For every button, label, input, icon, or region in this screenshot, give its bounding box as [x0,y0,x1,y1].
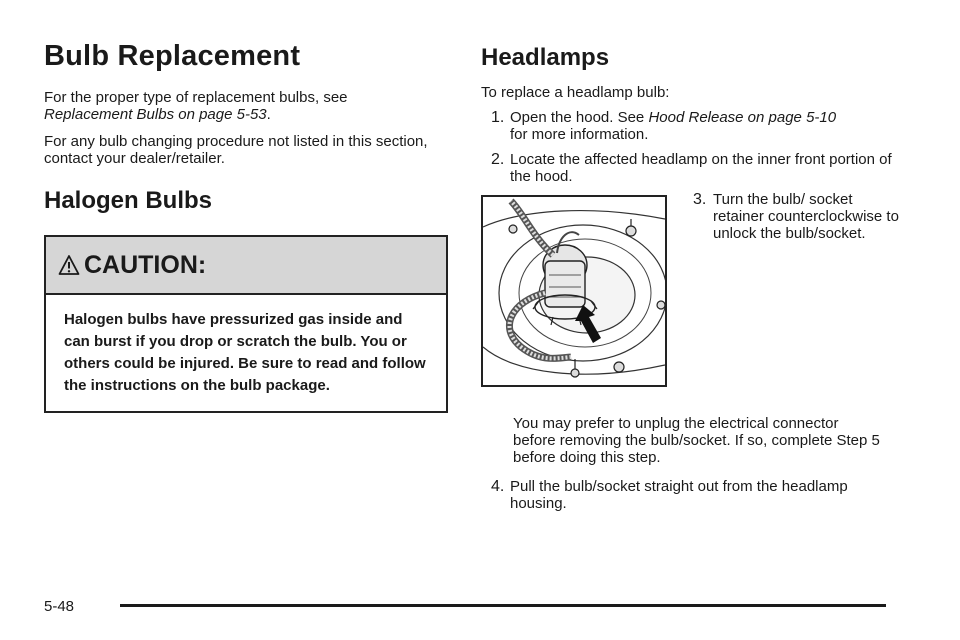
step-1-text-end: for more information. [510,126,649,143]
step-1-number: 1. [491,109,505,126]
step-4 [481,478,901,512]
dealer-paragraph: For any bulb changing procedure not listed in this section, contact your dealer/retailer. [44,133,428,167]
connector-note: You may prefer to unplug the electrical connector before removing the bulb/socket. If so, complete Step 5 before doing this step. [513,415,880,466]
step-3 [693,191,903,242]
caution-text: Halogen bulbs have pressurized gas inside and can burst if you drop or scratch the bulb. You or others could be injured. Be sure to read and follow the instructions on the bulb package. [64,311,426,394]
step-3-number: 3. [693,191,707,208]
replacement-bulbs-link[interactable]: Replacement Bulbs on page 5-53 [44,106,267,123]
hood-release-link[interactable]: Hood Release on page 5-10 [648,109,837,126]
footer-rule [120,604,886,607]
intro-text: For the proper type of replacement bulbs, see [44,89,348,106]
intro-end: . [266,106,271,123]
caution-box [44,235,448,413]
step-1-text: Open the hood. See [510,109,645,126]
right-column [481,44,901,520]
step-4-number: 4. [491,478,505,495]
step-2 [481,151,901,185]
page-number: 5-48 [44,598,75,615]
section-title-headlamps: Headlamps [481,44,610,71]
page-title: Bulb Replacement [44,40,301,72]
headlamp-illustration [481,195,667,387]
figure-row [481,191,901,395]
headlamp-intro: To replace a headlamp bulb: [481,84,670,101]
left-column [44,40,448,413]
step-1 [481,109,901,143]
caution-header [46,237,446,295]
step-2-text: Locate the affected headlamp on the inner front portion of the hood. [510,151,892,185]
step-2-number: 2. [491,151,505,168]
section-title-halogen: Halogen Bulbs [44,187,213,214]
step-3-text: Turn the bulb/ socket retainer counterclockwise to unlock the bulb/socket. [713,191,899,242]
caution-title: CAUTION: [84,250,207,279]
step-4-text: Pull the bulb/socket straight out from the headlamp housing. [510,478,848,512]
intro-paragraph [44,89,448,123]
warning-triangle-icon [58,254,80,276]
headlamp-socket-drawing [483,197,665,385]
